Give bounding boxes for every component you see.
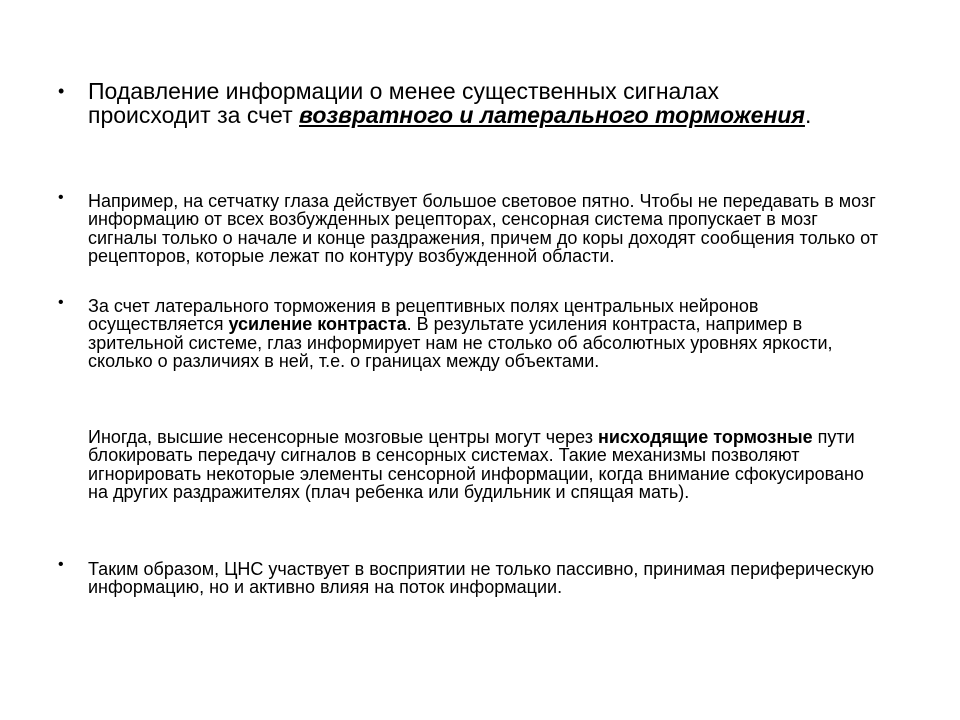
bullet-marker: •: [58, 189, 64, 206]
text-fragment: . В результате усиления контраста, например в зрительной системе, глаз информирует нам не столько об абсолютных уровнях яркости, сколько о различиях в ней, т.е. о границах между объектами.: [88, 314, 833, 372]
emphasis-contrast-enhancement: усиление контраста: [228, 314, 407, 335]
paragraph-descending-inhibition: [88, 428, 888, 502]
bullet-marker: •: [58, 556, 64, 573]
emphasis-recurrent-lateral-inhibition: возвратного и латерального торможения: [299, 102, 805, 128]
bullet-text-conclusion: Таким образом, ЦНС участвует в восприятии не только пассивно, принимая периферическую информацию, но и активно влияя на поток информации.: [88, 559, 875, 598]
bullet-marker: •: [58, 294, 64, 311]
text-fragment: пути блокировать передачу сигналов в сенсорных системах. Такие механизмы позволяют игнорировать некоторые элементы сенсорной информации, когда внимание сфокусировано на других раздражителях (плач ребенка или будильник и спящая мать).: [88, 427, 864, 503]
text-fragment: .: [804, 102, 812, 128]
bullet-text-suppression: [88, 79, 828, 127]
text-fragment: За счет латерального торможения в рецептивных полях центральных нейронов осуществляется: [88, 296, 759, 335]
text-fragment: Иногда, высшие несенсорные мозговые центры могут через: [88, 427, 599, 447]
emphasis-descending-inhibitory: нисходящие тормозные: [598, 427, 813, 447]
bullet-text-contrast-enhancement: [88, 297, 888, 371]
bullet-text-retina-example: Например, на сетчатку глаза действует большое световое пятно. Чтобы не передавать в мозг информацию от всех возбужденных рецепторах, сенсорная система пропускает в мозг сигналы только о начале и конце раздражения, причем до коры доходят сообщения только от рецепторов, которые лежат по контуру возбужденной области.: [88, 191, 879, 267]
text-fragment: Подавление информации о менее существенных сигналах происходит за счет: [88, 78, 720, 128]
bullet-marker: •: [58, 81, 65, 101]
